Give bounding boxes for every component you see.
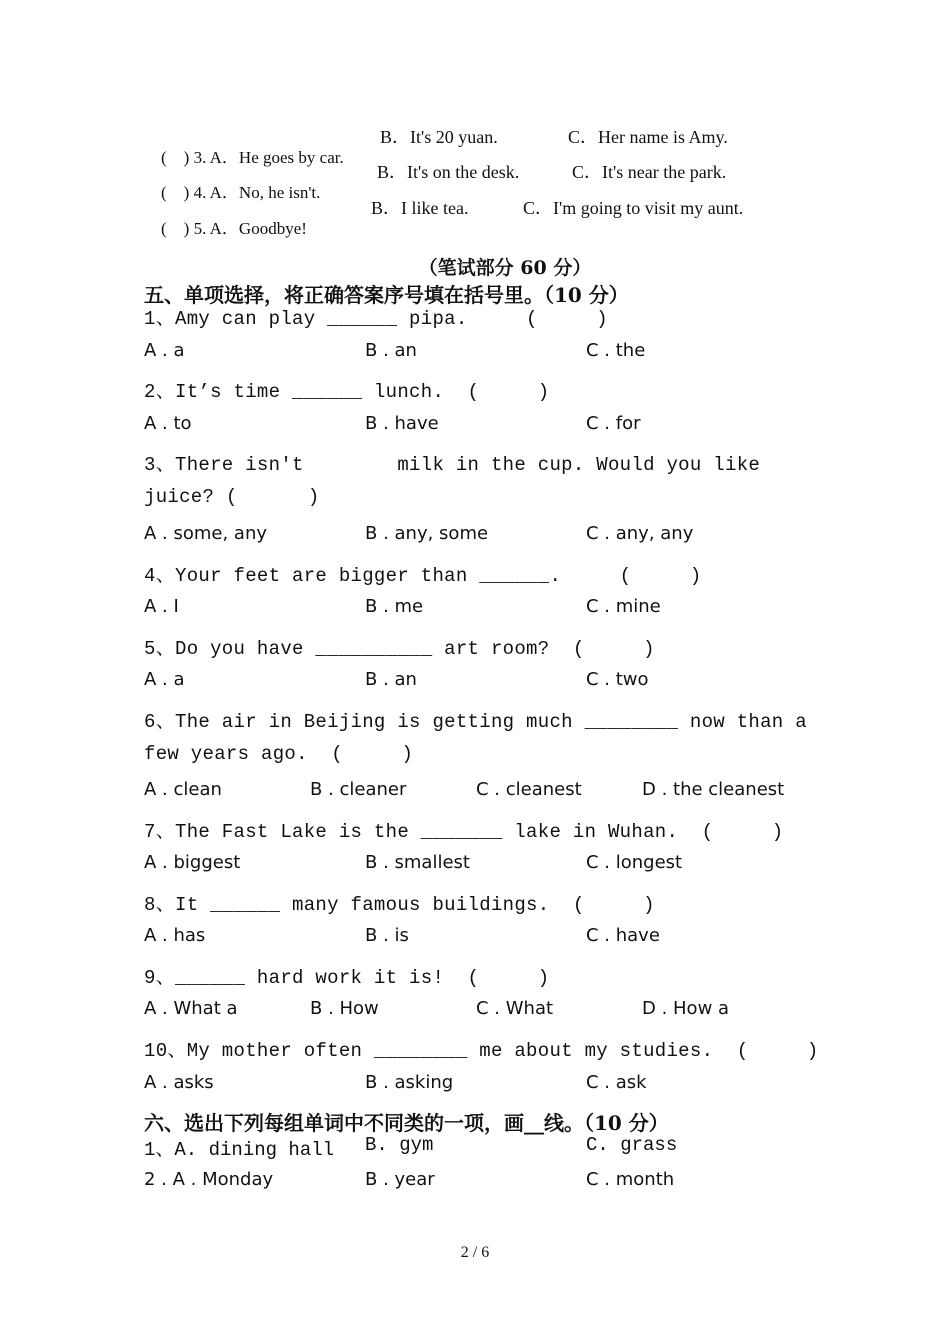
option-b: B . an <box>365 340 417 361</box>
option-b: B . an <box>365 669 417 690</box>
question-stem: 4、Your feet are bigger than ______. ( ) <box>144 565 702 587</box>
option-c: C . have <box>586 925 660 946</box>
option-b: B . cleaner <box>310 779 407 800</box>
option-b: B . How <box>310 998 379 1019</box>
question-stem: 5、Do you have __________ art room? ( ) <box>144 638 655 660</box>
question-stem-continued: few years ago. ( ) <box>144 743 414 765</box>
option-b: B . asking <box>365 1072 454 1093</box>
option-a: A . to <box>144 413 192 434</box>
question-stem: 3、There isn't milk in the cup. Would you like <box>144 454 761 476</box>
word-group-option-c: C. grass <box>586 1134 678 1156</box>
listening-option-c: C．Her name is Amy. <box>568 127 728 147</box>
option-c: C . longest <box>586 852 683 873</box>
listening-option-c: C．It's near the park. <box>572 162 727 182</box>
option-d: D . How a <box>642 998 730 1019</box>
section-6-title: 六、选出下列每组单词中不同类的一项，画__线。（10 分） <box>144 1111 669 1135</box>
word-group-option-b: B. gym <box>365 1134 434 1156</box>
listening-item-prefix: ( ) 4. A．No, he isn't. <box>161 183 321 202</box>
option-c: C . any, any <box>586 523 694 544</box>
page-number: 2 / 6 <box>460 1244 490 1261</box>
option-b: B . any, some <box>365 523 489 544</box>
listening-option-c: C．I'm going to visit my aunt. <box>523 198 744 218</box>
question-stem: 7、The Fast Lake is the _______ lake in Wuhan. ( ) <box>144 821 784 843</box>
option-c: C . two <box>586 669 649 690</box>
option-c: C . the <box>586 340 646 361</box>
listening-option-b: B．I like tea. <box>371 198 469 218</box>
word-group-option-b: B . year <box>365 1169 435 1190</box>
listening-item-prefix: ( ) 5. A．Goodbye! <box>161 219 307 238</box>
question-stem: 1、Amy can play ______ pipa. ( ) <box>144 308 608 330</box>
listening-option-b: B．It's 20 yuan. <box>380 127 498 147</box>
option-c: C . ask <box>586 1072 647 1093</box>
question-stem: 10、My mother often ________ me about my studies. ( ) <box>144 1040 819 1062</box>
option-b: B . is <box>365 925 409 946</box>
option-a: A . has <box>144 925 206 946</box>
option-c: C . for <box>586 413 641 434</box>
question-stem-continued: juice? ( ) <box>144 486 320 508</box>
option-c: C . mine <box>586 596 661 617</box>
option-c: C . cleanest <box>476 779 582 800</box>
word-group-option-a: 2 . A . Monday <box>144 1169 274 1190</box>
option-b: B . smallest <box>365 852 470 873</box>
option-b: B . me <box>365 596 424 617</box>
word-group-option-c: C . month <box>586 1169 675 1190</box>
option-a: A . What a <box>144 998 238 1019</box>
option-a: A . clean <box>144 779 222 800</box>
listening-item-prefix: ( ) 3. A．He goes by car. <box>161 148 344 167</box>
written-part-header: （笔试部分 60 分） <box>418 257 592 279</box>
option-a: A . asks <box>144 1072 214 1093</box>
section-5-title: 五、单项选择，将正确答案序号填在括号里。（10 分） <box>144 283 629 307</box>
word-group-option-a: 1、A. dining hall <box>144 1139 335 1161</box>
option-a: A . a <box>144 340 185 361</box>
option-a: A . I <box>144 596 179 617</box>
question-stem: 8、It ______ many famous buildings. ( ) <box>144 894 655 916</box>
question-stem: 9、______ hard work it is! ( ) <box>144 967 550 989</box>
option-c: C . What <box>476 998 554 1019</box>
option-a: A . some, any <box>144 523 268 544</box>
question-stem: 6、The air in Beijing is getting much ________ now than a <box>144 711 807 733</box>
option-b: B . have <box>365 413 439 434</box>
option-a: A . a <box>144 669 185 690</box>
listening-option-b: B．It's on the desk. <box>377 162 520 182</box>
question-stem: 2、It’s time ______ lunch. ( ) <box>144 381 550 403</box>
option-a: A . biggest <box>144 852 241 873</box>
option-d: D . the cleanest <box>642 779 785 800</box>
